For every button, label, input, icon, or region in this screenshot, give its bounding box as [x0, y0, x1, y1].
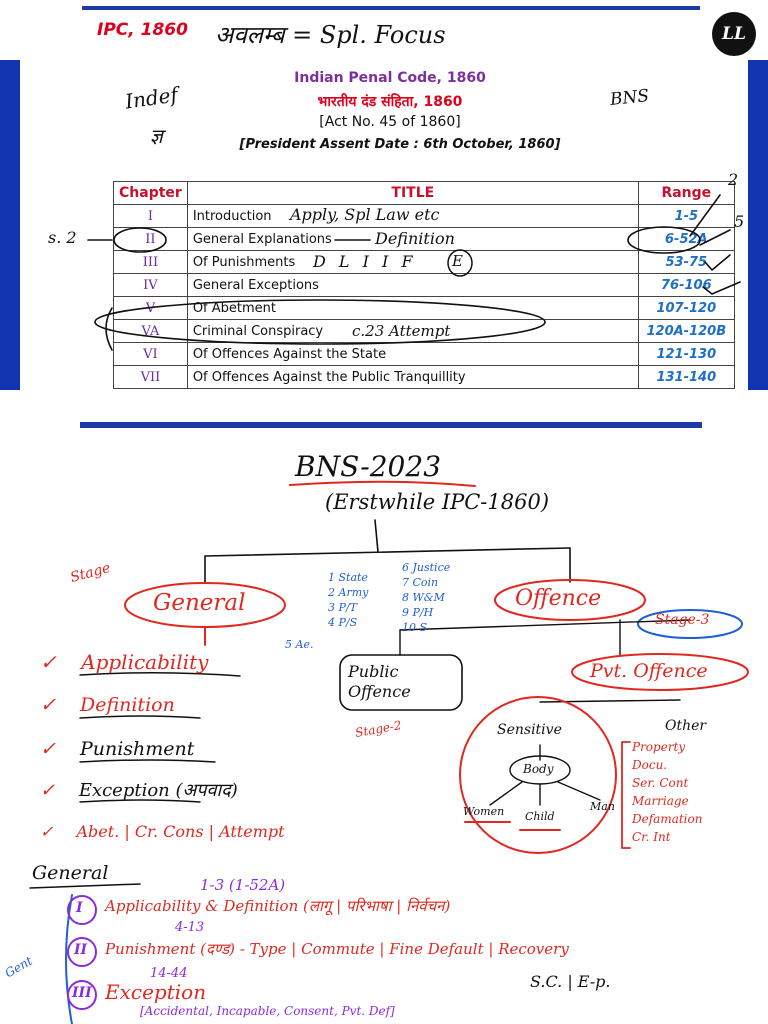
act-name-hindi: भारतीय दंड संहिता, 1860 — [317, 94, 463, 110]
women-label: Women — [463, 805, 505, 818]
circle-ch-ii — [114, 228, 166, 252]
chapter-cell: VA — [114, 320, 188, 343]
check-mark-2 — [700, 230, 730, 245]
check-mark-4 — [703, 282, 740, 294]
gent-label: Gent — [2, 953, 35, 981]
chapter-cell: V — [114, 297, 188, 320]
title-cell: Introduction — [187, 205, 638, 228]
act-name-english: Indian Penal Code, 1860 — [294, 70, 486, 86]
pvt-offence-label: Pvt. Offence — [590, 660, 708, 682]
list-item: Property — [632, 740, 686, 754]
list-item: 7 Coin — [402, 576, 439, 589]
body-branch-left — [490, 782, 522, 805]
exception-detail: [Accidental, Incapable, Consent, Pvt. Def] — [140, 1004, 395, 1018]
col-range: Range — [638, 182, 734, 205]
circle-range-652a — [628, 227, 700, 253]
connector-bar — [205, 548, 570, 556]
middle-list-right — [402, 560, 450, 635]
list-item: 6 Justice — [402, 561, 451, 574]
range-3: 14-44 — [150, 966, 188, 981]
general-heading-underline — [30, 884, 140, 888]
title-cell: General Exceptions — [187, 274, 638, 297]
stage-label: Stage — [68, 559, 113, 587]
general-label: General — [153, 590, 246, 616]
chapter-cell: VI — [114, 343, 188, 366]
list-item: 1 State — [328, 571, 368, 584]
annotation-row6: c.23 Attempt — [352, 322, 451, 340]
assent-date: [President Assent Date : 6th October, 1860] — [239, 137, 561, 152]
other-label: Other — [665, 718, 707, 734]
check-mark-1 — [690, 195, 720, 236]
annotation-row1: Apply, Spl Law etc — [290, 205, 440, 224]
annotation-row3: D L I I F — [313, 252, 417, 271]
title-cell: General Explanations — [187, 228, 638, 251]
list-item: Marriage — [632, 794, 689, 808]
list-item: 2 Army — [328, 586, 369, 599]
circle-e — [448, 250, 472, 276]
range-cell: 53-75 — [638, 251, 734, 274]
annotation-row2: Definition — [375, 229, 455, 248]
list-item: Cr. Int — [632, 830, 671, 844]
range-1: 1-3 (1-52A) — [200, 876, 286, 894]
side-note-bns: BNS — [609, 86, 650, 110]
range-cell: 131-140 — [638, 366, 734, 389]
connector-down — [375, 520, 378, 552]
title-cell: Criminal Conspiracy — [187, 320, 638, 343]
man-label: Man — [590, 800, 615, 813]
body-label: Body — [523, 762, 554, 776]
stage3-label: Stage-3 — [655, 612, 710, 628]
child-label: Child — [525, 810, 555, 823]
numeral-1: I — [76, 900, 83, 916]
act-number: [Act No. 45 of 1860] — [319, 114, 461, 130]
list-item: Defamation — [632, 812, 703, 826]
side-note-hindi: ज्ञ — [150, 124, 163, 148]
chapter-cell: III — [114, 251, 188, 274]
range-cell: 120A-120B — [638, 320, 734, 343]
check-mark-3 — [705, 255, 730, 270]
list-item: 5 Ae. — [285, 638, 314, 651]
range-cell: 1-5 — [638, 205, 734, 228]
logo-icon: LL — [712, 12, 756, 56]
list-item: Abet. | Cr. Cons | Attempt — [76, 822, 285, 841]
range-cell: 107-120 — [638, 297, 734, 320]
title-cell: Of Offences Against the Public Tranquillity — [187, 366, 638, 389]
list-item: 4 P/S — [328, 616, 358, 629]
circle-abetment-conspiracy — [95, 300, 545, 344]
range-cell: 76-106 — [638, 274, 734, 297]
list-item: Applicability — [81, 650, 209, 674]
header-note: अवलम्ब = Spl. Focus — [215, 21, 446, 49]
side-note-indef: Indef — [123, 82, 180, 114]
other-bracket — [622, 742, 630, 848]
check-punishment: ✓ Punishment — [40, 738, 195, 760]
check-applicability: ✓ Applicability — [40, 650, 209, 674]
title-cell: Of Punishments — [187, 251, 638, 274]
list-item: Exception (अपवाद) — [78, 780, 238, 801]
list-item: 10 S — [402, 621, 428, 634]
notes-subtitle: (Erstwhile IPC-1860) — [325, 490, 550, 514]
col-title: TITLE — [187, 182, 638, 205]
public-offence-label: Public Offence — [348, 662, 411, 701]
annotation-num2: 2 — [728, 170, 739, 189]
check-abetment: ✓ Abet. | Cr. Cons | Attempt — [40, 822, 285, 841]
offence-label: Offence — [515, 586, 602, 611]
punishment-underline — [80, 760, 215, 762]
title-cell: Of Abetment — [187, 297, 638, 320]
other-list — [632, 738, 702, 846]
definition-underline — [80, 716, 200, 718]
chapter-cell: VII — [114, 366, 188, 389]
notes-title: BNS-2023 — [295, 450, 442, 483]
list-item: Docu. — [632, 758, 668, 772]
list-item: Punishment — [79, 738, 195, 760]
annotation-row3-circle: E — [452, 252, 463, 270]
range-cell: 121-130 — [638, 343, 734, 366]
bottom-heading: General — [32, 862, 109, 884]
annotation-num5: 5 — [734, 212, 745, 231]
list-item: Ser. Cont — [632, 776, 689, 790]
sc-ep-note: S.C. | E-p. — [530, 972, 611, 991]
sensitive-label: Sensitive — [497, 722, 562, 738]
bottom-item-1: Applicability & Definition (लागू | परिभाषा | निर्वचन) — [105, 897, 451, 915]
title-cell: Of Offences Against the State — [187, 343, 638, 366]
annotation-s2: s. 2 — [48, 228, 77, 247]
bottom-item-2: Punishment (दण्ड) - Type | Commute | Fine Default | Recovery — [105, 940, 569, 958]
list-item: Definition — [79, 694, 175, 716]
bottom-item-3: Exception — [105, 980, 207, 1004]
middle-list-left — [328, 570, 368, 630]
stage2-label: Stage-2 — [354, 718, 403, 740]
numeral-3: III — [72, 985, 92, 1001]
col-chapter: Chapter — [114, 182, 188, 205]
chapter-cell: IV — [114, 274, 188, 297]
list-item: 8 W&M — [402, 591, 445, 604]
numeral-2: II — [74, 942, 88, 958]
list-item: 3 P/T — [328, 601, 357, 614]
chapter-cell: I — [114, 205, 188, 228]
range-cell: 6-52A — [638, 228, 734, 251]
range-2: 4-13 — [175, 920, 205, 935]
list-item: 9 P/H — [402, 606, 434, 619]
check-definition: ✓ Definition — [40, 694, 175, 716]
check-exception: ✓ Exception (अपवाद) — [40, 780, 238, 801]
chapter-cell: II — [114, 228, 188, 251]
header-title: IPC, 1860 — [97, 20, 188, 40]
body-branch-right — [558, 782, 600, 800]
